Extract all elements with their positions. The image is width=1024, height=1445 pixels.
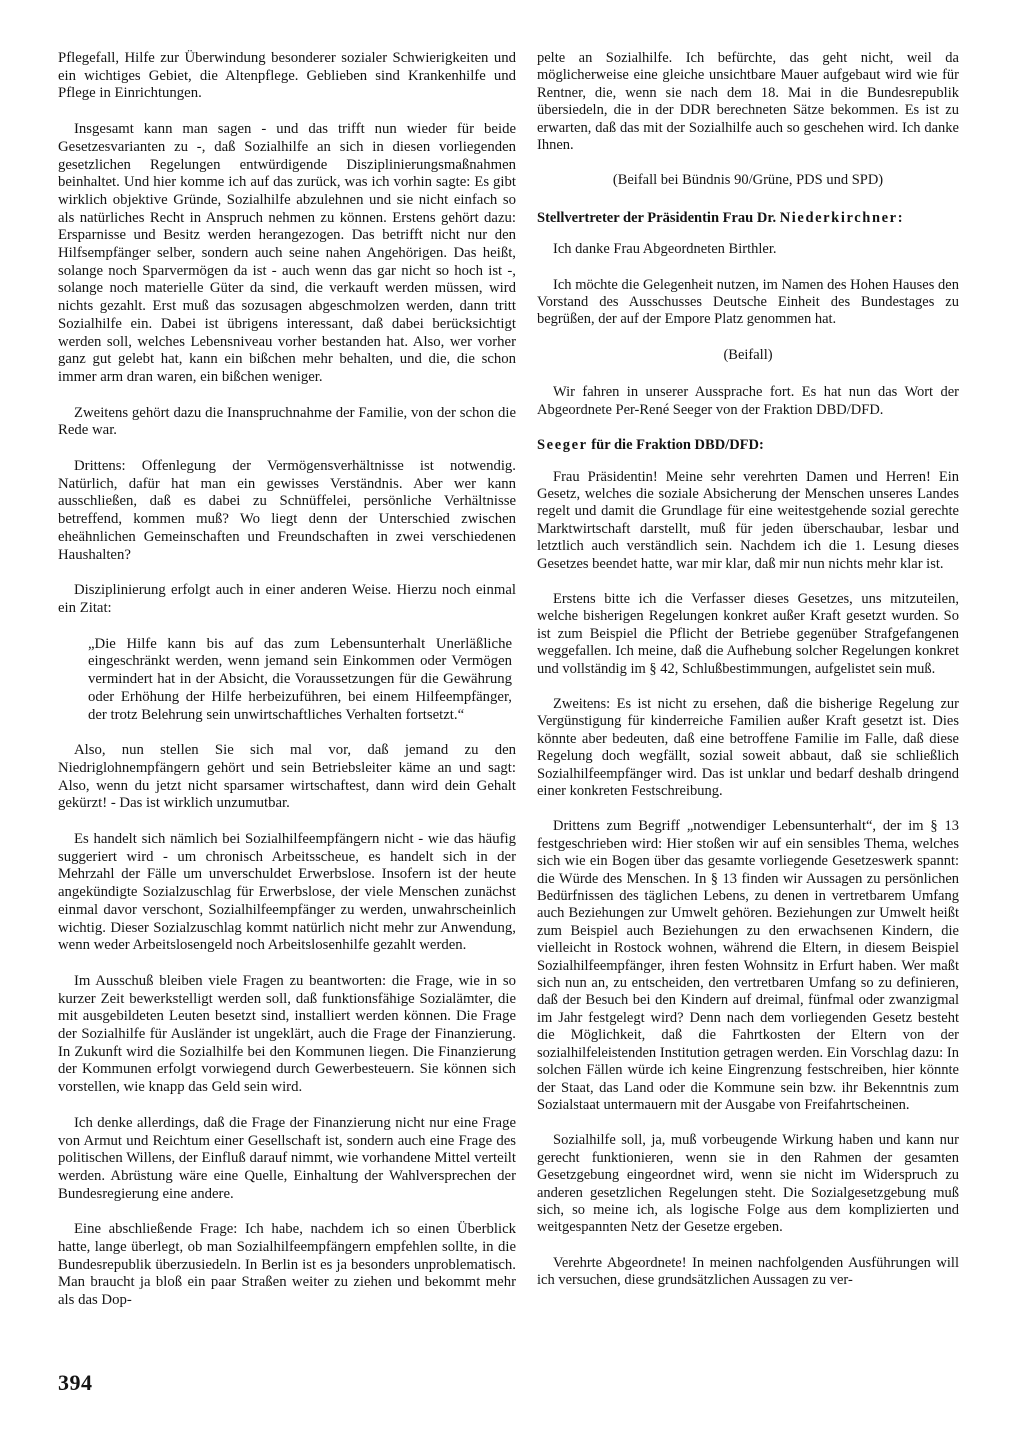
paragraph: Ich möchte die Gelegenheit nutzen, im Namen des Hohen Hauses den Vorstand des Ausschusses Deutsche Einheit des Bundestages zu begrüßen, der auf der Empore Platz genommen hat. [537,276,959,328]
paragraph: Ich danke Frau Abgeordneten Birthler. [553,241,777,258]
paragraph: Verehrte Abgeordnete! In meinen nachfolgenden Ausführungen will ich versuchen, diese grundsätzlichen Aussagen zu ver- [537,1254,959,1289]
paragraph: Erstens bitte ich die Verfasser dieses Gesetzes, uns mitzuteilen, welche bisherigen Regelungen konkret außer Kraft gesetzt wurden. So ist zum Beispiel die Pflicht der Betriebe gegenüber Strafgefangenen weggefallen. Ich meine, daß die Aufhebung solcher Regelungen konkret und vollständig im § 42, Schlußbestimmungen, aufgelistet sein muß. [537,590,959,677]
right-column [537,50,959,1308]
paragraph: Sozialhilfe soll, ja, muß vorbeugende Wirkung haben und kann nur gerecht funktionieren, wenn sie in den Rahmen der gesamten Gesetzgebung eingeordnet wird, wenn sie nicht im Widerspruch zu anderen gesetzlichen Regelungen steht. Die Sozialgesetzgebung muß sich, so meine ich, als logische Folge aus dem komplizierten und weitgespannten Netz der Gesetze ergeben. [537,1132,959,1236]
paragraph: Insgesamt kann man sagen - und das trifft nun wieder für beide Gesetzesvarianten zu -, daß Sozialhilfe an sich in diesen vorliegenden gesetzlichen Regelungen entwürdigende Disziplinierungsmaßnahmen beinhaltet. Und hier komme ich auf das zurück, was ich vorhin sagte: Es gibt wirklich objektive Gründe, Sozialhilfe abzulehnen und sie nicht einfach so als natürliches Recht in Anspruch nehmen zu können. Erstens gehört dazu: Ersparnisse und Besitz werden herangezogen. Das betrifft nicht nur den Hilfsempfänger selber, sondern auch seine nahen Angehörigen. Das heißt, solange noch Sparvermögen da ist - auch wenn das gar nicht so hoch ist -, solange noch materielle Güter da sind, die verkauft werden müssen, wird nichts gezahlt. Erst muß das sozusagen abgeschmolzen werden, dann tritt Sozialhilfe ein. Dabei ist übrigens interessant, daß dabei berücksichtigt werden soll, welches Lebensniveau vorher bestanden hat. Also, wer vorher ganz gut gelebt hat, kann ein bißchen mehr behalten, und die, die schon immer arm dran waren, ein bißchen weniger. [58,121,516,385]
paragraph: Also, nun stellen Sie sich mal vor, daß jemand zu den Niedriglohnempfängern gehört und sein Betriebsleiter käme an und sagt: Also, wenn du jetzt nicht sparsamer wirtschaftest, dann wird dein Gehalt gekürzt! - Das ist wirklich unzumutbar. [58,742,516,812]
applause-note: (Beifall bei Bündnis 90/Grüne, PDS und SPD) [612,172,884,189]
paragraph: Disziplinierung erfolgt auch in einer anderen Weise. Hierzu noch einmal ein Zitat: [58,582,516,616]
paragraph: Drittens: Offenlegung der Vermögensverhältnisse ist notwendig. Natürlich, dafür hat man ein gewisses Verständnis. Aber wer kann ausschließen, daß es dabei zu Schnüffelei, persönliche Verhältnisse betreffend, kommen muß? Wo liegt denn der Unterschied zwischen eheähnlichen Gemeinschaften und Freundschaften in zwei verschiedenen Haushalten? [58,458,516,563]
paragraph: Drittens zum Begriff „notwendiger Lebensunterhalt“, der im § 13 festgeschrieben wird: Hier stoßen wir auf ein sensibles Thema, welches sich wie ein Bogen über das gesamte vorliegende Gesetzeswerk spannt: die Würde des Menschen. In § 13 finden wir Aussagen zu persönlichen Bedürfnissen des täglichen Lebens, zu denen in vertretbarem Umfang auch Beziehungen zur Umwelt gehören. Beziehungen zur Umwelt heißt zum Beispiel auch Beziehungen zu den erwachsenen Kindern, die vielleicht in Rostock wohnen, während die Eltern, in diesem Beispiel Sozialhilfeempfänger, ihren festen Wohnsitz in Erfurt haben. Wer maßt sich nun an, zu entscheiden, den vertretbaren Umfang so zu definieren, daß der Besuch bei den Kindern auf dreimal, fünfmal oder zwanzigmal im Jahr festgelegt wird? Denn nach dem vorliegenden Gesetz besteht die Möglichkeit, daß die Fahrtkosten der Eltern von der sozialhilfeleistenden Institution getragen werden. Ein Vorschlag dazu: In solchen Fällen würde ich keine Eingrenzung festschreiben, hier könnte der Staat, das Land oder die Kommune sein bzw. ihr Bekenntnis zum Sozialstaat untermauern mit der Ausgabe von Freifahrtscheinen. [537,818,959,1113]
paragraph: Wir fahren in unserer Aussprache fort. Es hat nun das Wort der Abgeordnete Per-René Seeger von der Fraktion DBD/DFD. [537,384,959,418]
applause-note: (Beifall) [723,346,773,363]
speaker-name: Seeger [537,437,588,454]
speaker-name: Niederkirchner [779,209,898,226]
speaker-heading [537,210,959,227]
speaker-heading [537,437,959,454]
paragraph: pelte an Sozialhilfe. Ich befürchte, das geht nicht, weil da möglicherweise eine gleiche unsichtbare Mauer aufgebaut wird wie für Rentner, die, wenn sie nach dem 18. Mai in die Bundesrepublik übersiedeln, die in der DDR berechneten Sätze bekommen. Es ist zu erwarten, daß das mit der Sozialhilfe auch so geschehen wird. Ich danke Ihnen. [537,50,959,154]
left-column [58,50,516,1328]
paragraph: Es handelt sich nämlich bei Sozialhilfeempfängern nicht - wie das häufig suggeriert wird - um chronisch Arbeitsscheue, es handelt sich in der Mehrzahl der Fälle um unverschuldet Erwerbslose. Insofern ist der heute angekündigte Sozialzuschlag für Erwerbslose, der viele Menschen zunächst einmal davor verschont, Sozialhilfeempfänger zu werden, unwahrscheinlich wichtig. Dieser Sozialzuschlag kommt natürlich nicht mehr zur Anwendung, wenn weder Arbeitslosengeld noch Arbeitslosenhilfe gezahlt werden. [58,831,516,954]
speaker-suffix: : [897,209,903,226]
speaker-suffix: für die Fraktion DBD/DFD: [587,437,764,454]
paragraph: Eine abschließende Frage: Ich habe, nachdem ich so einen Überblick hatte, lange überlegt, ob man Sozialhilfeempfängern empfehlen sollte, in die Bundesrepublik überzusiedeln. In Berlin ist es ja besonders unproblematisch. Man braucht ja bloß ein paar Straßen weiter zu ziehen und bekommt mehr als das Dop- [58,1221,516,1309]
block-quote: „Die Hilfe kann bis auf das zum Lebensunterhalt Unerläßliche eingeschränkt werden, wenn jemand sein Einkommen oder Vermögen vermindert hat in der Absicht, die Voraussetzungen für die Gewährung oder Erhöhung der Hilfe herbeizuführen, bei einem Hilfeempfänger, der trotz Belehrung sein unwirtschaftliches Verhalten fortsetzt.“ [88,635,512,723]
paragraph: Im Ausschuß bleiben viele Fragen zu beantworten: die Frage, wie in so kurzer Zeit bewerkstelligt werden soll, daß funktionsfähige Sozialämter, die mit ausgebildeten Leuten besetzt sind, installiert werden können. Die Frage der Sozialhilfe für Ausländer ist ungeklärt, auch die Frage der Finanzierung. In Zukunft wird die Sozialhilfe bei den Kommunen liegen. Die Finanzierung der Kommunen erfolgt vorwiegend durch Gewerbesteuern. Sie können sich vorstellen, wie knapp das Geld sein wird. [58,972,516,1096]
paragraph: Zweitens: Es ist nicht zu ersehen, daß die bisherige Regelung zur Vergünstigung für kinderreiche Familien außer Kraft gesetzt ist. Dies könnte aber bedeuten, daß eine betroffene Familie im Falle, daß diese Regelung doch wegfällt, sozial soweit abbaut, daß sie schließlich Sozialhilfeempfänger wird. Das ist unklar und bedarf deshalb dringend einer konkreten Festschreibung. [537,695,959,799]
speaker-title: Stellvertreter der Präsidentin Frau Dr. [537,209,780,226]
paragraph: Ich denke allerdings, daß die Frage der Finanzierung nicht nur eine Frage von Armut und Reichtum einer Gesellschaft ist, sondern auch eine Frage des politischen Willens, der Einfluß darauf nimmt, wie vorhandene Mittel verteilt werden. Abrüstung wäre eine Quelle, Einhaltung der Wahlversprechen der Bundesregierung eine andere. [58,1114,516,1202]
paragraph: Pflegefall, Hilfe zur Überwindung besonderer sozialer Schwierigkeiten und ein wichtiges Gebiet, die Altenpflege. Geblieben sind Krankenhilfe und Pflege in Einrichtungen. [58,50,516,102]
paragraph: Frau Präsidentin! Meine sehr verehrten Damen und Herren! Ein Gesetz, welches die soziale Absicherung der Menschen unseres Landes regelt und damit die Grundlage für eine weitestgehende sozial gerechte Marktwirtschaft darstellt, muß für jeden überschaubar, lesbar und letztlich auch verständlich sein. Nachdem ich die 1. Lesung dieses Gesetzes beendet hatte, war mir klar, daß mir nun nichts mehr klar ist. [537,468,959,572]
paragraph: Zweitens gehört dazu die Inanspruchnahme der Familie, von der schon die Rede war. [58,404,516,439]
page-number: 394 [58,1370,93,1395]
